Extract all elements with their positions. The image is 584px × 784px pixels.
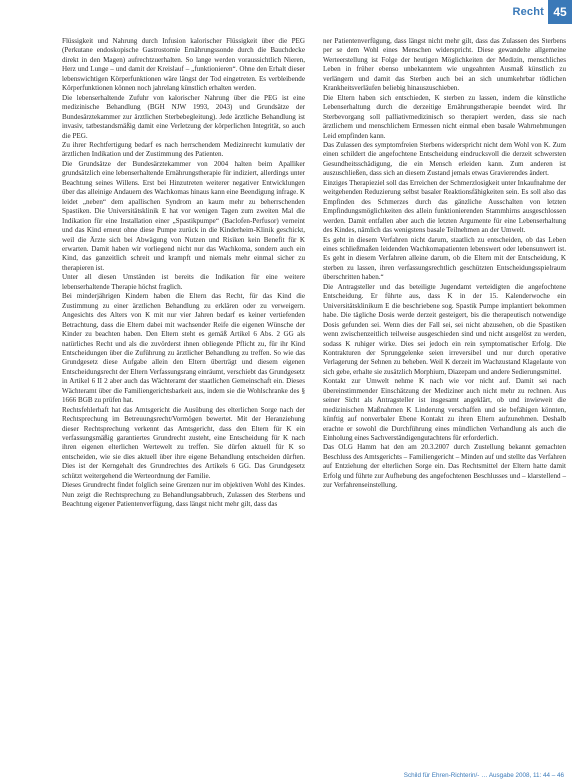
paragraph: Einziges Therapieziel soll das Erreichen der Schmerzlosigkeit unter Inkaufnahme der weitgehenden Reduzierung selbst basaler Reaktionsfähigkeiten sein. Es soll also das Empfinden des Schmerzes durch das gänzliche Ausschalten von letzten Empfindungsmöglichkeiten des allein funktionierenden Stammhirns ausgeschlossen werden. Damit entfallen aber auch die letzten Argumente für eine Lebenserhaltung des Kindes, nämlich das wenigstens basale Teilnehmen an der Umwelt.: [323, 178, 566, 235]
page-header: [0, 0, 584, 24]
paragraph: Das Zulassen des symptomfreien Sterbens widerspricht nicht dem Wohl von K. Zum einen schildert die angefochtene Entscheidung eindrucksvoll die derzeit schwersten Gesundheitsschädigung, die ein Mensch erleiden kann. Zum anderen ist auszuschließen, dass sich an diesem Zustand jemals etwas Gravierendes ändert.: [323, 140, 566, 178]
section-label: Recht: [512, 6, 544, 18]
paragraph: Die Grundsätze der Bundesärztekammer von 2004 halten beim Apalliker grundsätzlich eine lebenserhaltende Ernährungstherapie für indiziert, allerdings unter Beachtung seines Willens. Erst bei Hinzutreten weiterer negativer Entwicklungen über das alleinige Andauern des Wachkomas hinaus kann eine Beendigung infrage. K leidet „neben“ dem apallischen Syndrom an kaum mehr zu beherrschenden Spastiken. Die Universitätsklinik E hat vor wenigen Tagen zum zweiten Mal die Indikation für eine Installation einer „Spastikpumpe“ (Baclofen-Perfusor) verneint und das Kind erneut ohne diese Pumpe zurück in die Kinderheim-Klinik geschickt, weil die Ärzte sich bei Abwägung von Nutzen und Risiken kein Benefit für K erwarten. Damit haben wir vorliegend nicht nur das Wachkoma, sondern auch ein Kind, das ganzeitlich schreit und krampft und niemals mehr einmal sicher zu therapieren ist.: [62, 159, 305, 272]
paragraph: Unter all diesen Umständen ist bereits die Indikation für eine weitere lebenserhaltende Therapie höchst fraglich.: [62, 273, 305, 291]
paragraph: Rechtsfehlerhaft hat das Amtsgericht die Ausübung des elterlichen Sorge nach der Rechtsprechung im Betreuungsrecht/Vormögen bewertet. Mit der Heranziehung dieser Rechtsprechung verkennt das Amtsgericht, dass den Eltern für K ein verfassungsmäßig garantiertes Grundrecht zusteht, eine Entscheidung für K nach ihren eigenen elterlichen Wertewelt zu treffen. Sie dürfen aktuell für K so entscheiden, wie sie dies aktuell über ihre eigene Behandlung entscheiden dürften. Dies ist der Kerngehalt des Grundrechtes des Artikels 6 GG. Das Grundgesetz schützt weitergehend die Werteordnung der Familie.: [62, 405, 305, 480]
text-column-left: [62, 37, 305, 510]
paragraph: Das OLG Hamm hat den am 20.3.2007 durch Zustellung bekannt gemachten Beschluss des Amtsgerichts – Familiengericht – Minden auf und stellte das Verfahren auf Entziehung der elterlichen Sorge ein. Das Rechtsmittel der Eltern hatte damit Erfolg und führte zur Aufhebung des angefochtenen Beschlusses und – klarstellend – zur Verfahrenseinstellung.: [323, 443, 566, 490]
paragraph: Es geht in diesem Verfahren nicht darum, staatlich zu entscheiden, ob das Leben eines schließmaßen leidenden Wachkomapatienten lebenswert oder lebensunwert ist. Es geht in diesem Verfahren alleine darum, ob die Eltern mit der Entscheidung, K sterben zu lassen, ihren verfassungsrechtlich geschützten Entscheidungsspielraum überschritten haben.“: [323, 235, 566, 282]
page-number-badge: 45: [548, 0, 572, 24]
paragraph: Die Eltern haben sich entschieden, K sterben zu lassen, indem die künstliche Lebenserhaltung durch die derzeitige Ernährungstherapie beendet wird. Ihr Sterbevorgang soll palliativmedizinisch so therapiert werden, dass sie nach ärztlichem und menschlichem Ermessen nicht einmal eben basale Wahrnehmungen Leid empfinden kann.: [323, 93, 566, 140]
paragraph: Flüssigkeit und Nahrung durch Infusion kalorischer Flüssigkeit über die PEG (Perkutane endoskopische Gastrostomie Ernährungssonde durch die Bauchdecke direkt in den Magen) aufrechtzuerhalten. So lange werden voraussichtlich Nieren, Herz und Lunge – und damit der Kreislauf – „funktionieren“. Ohne den Erhalt dieser lebenswichtigen Körperfunktionen wäre längst der Tod eingetreten. Es verbleibende Körperfunktionen können noch jahrelang künstlich erhalten werden.: [62, 37, 305, 93]
text-column-right: [323, 37, 566, 510]
text-columns: [62, 37, 566, 510]
paragraph: Kontakt zur Umwelt nehme K nach wie vor nicht auf. Damit sei nach übereinstimmender Einschätzung der Mediziner auch nicht mehr zu rechnen. Aus seiner Sicht als Antragsteller ist insgesamt angeklärt, ob und inwieweit die medizinischen Maßnahmen K Linderung verschaffen und sie befähigen könnten, künftig auf nonverbaler Ebene Kontakt zu ihren Eltern aufzunehmen. Deshalb erachte er sowohl die Durchführung eines mündlichen Verhandlung als auch die Einholung eines Sachverständigengutachtens für erforderlich.: [323, 377, 566, 443]
paragraph: Bei minderjährigen Kindern haben die Eltern das Recht, für das Kind die Zustimmung zu einer ärztlichen Behandlung zu erklären oder zu verweigern. Angesichts des Alters von K mit nur vier Jahren bedarf es keiner vertiefenden Betrachtung, dass die Eltern dabei mit wachsender Reife die eigenen Wünsche der Kinder zu beachten haben. Den Eltern steht es gemäß Artikel 6 Abs. 2 GG als natürliches Recht und als die zuvörderst ihnen obliegende Pflicht zu, für ihr Kind Entscheidungen über die Zuführung zu ärztlicher Behandlung zu treffen. So wie das Grundgesetz diese Aufgabe allein den Eltern überträgt und diesem eigenen Entscheidungsrecht der Eltern Verfassungsrang einräumt, verschiebt das Grundgesetz in Artikel 6 II 2 aber auch das Wächteramt der staatlichen Gemeinschaft ein. Dieses Wächteramt über die Familiengerichtsbarkeit aus, indem sie die Wohlschranke des § 1666 BGB zu prüfen hat.: [62, 292, 305, 405]
paragraph: Zu ihrer Rechtfertigung bedarf es nach herrschendem Medizinrecht kumulativ der ärztlichen Indikation und der Zustimmung des Patienten.: [62, 140, 305, 159]
paragraph: Dieses Grundrecht findet folglich seine Grenzen nur im objektiven Wohl des Kindes. Nun zeigt die Rechtsprechung zu Behandlungsabbruch, Zulassen des Sterbens und Beachtung eigener Patientenverfügung, dass längst nicht mehr gilt, dass das: [62, 481, 305, 509]
paragraph: Die lebenserhaltende Zufuhr von kalorischer Nahrung über die PEG ist eine medizinische Behandlung (BGH NJW 1993, 2043) und Grundsätze der Bundesärztekammer zur ärztlichen Sterbebegleitung). Jede ärztliche Behandlung ist invasiv, tatbestandsmäßig damit eine Verletzung der körperlichen Integrität, so auch die PEG.: [62, 93, 305, 140]
paragraph: Die Antragsteller und das beteiligte Jugendamt verteidigten die angefochtene Entscheidung. Er führte aus, dass K in der 15. Kalenderwoche ein Universitätsklinikum E die beschriebene sog. Spastik Pumpe implantiert bekommen habe. Die tägliche Dosis werde derzeit gesteigert, bis die therapeutisch notwendige Dosis gefunden sei. Wenn dies der Fall sei, sei nicht abzusehen, ob die Spastiken wenn zwischenzeitlich teilweise ausgeschieden sind und nicht ausgelöst zu werden, sodass K ruhiger wirke. Dies sei jedoch ein rein symptomatischer Erfolg. Die Kontrakturen der Sprunggelenke seien irreversibel und nur durch operative Verlagerung der Sehnen zu beheben. Weil K derzeit im Wachzustand Klagelaute von sich gebe, erhalte sie zusätzlich Morphium, Diazepam und andere Sedierungsmittel.: [323, 282, 566, 376]
paragraph: ner Patientenverfügung, dass längst nicht mehr gilt, dass das Zulassen des Sterbens per se dem Wohl eines Menschen widerspricht. Diese gewandelte allgemeine Werteerstellung ist Folge der heutigen Möglichkeiten der Medizin, menschliches Leben in früher ebenso unbekanntem wie ungeahnten Ausmaß künstlich zu verlängern und damit das Sterben auch bei an sich unumkehrbar tödlichen Krankheitsverläufen beliebig hinauszuschieben.: [323, 37, 566, 93]
page-footer: Schild für Ehren-Richterin/- … Ausgabe 2008, 11: 44 – 46: [403, 772, 564, 779]
